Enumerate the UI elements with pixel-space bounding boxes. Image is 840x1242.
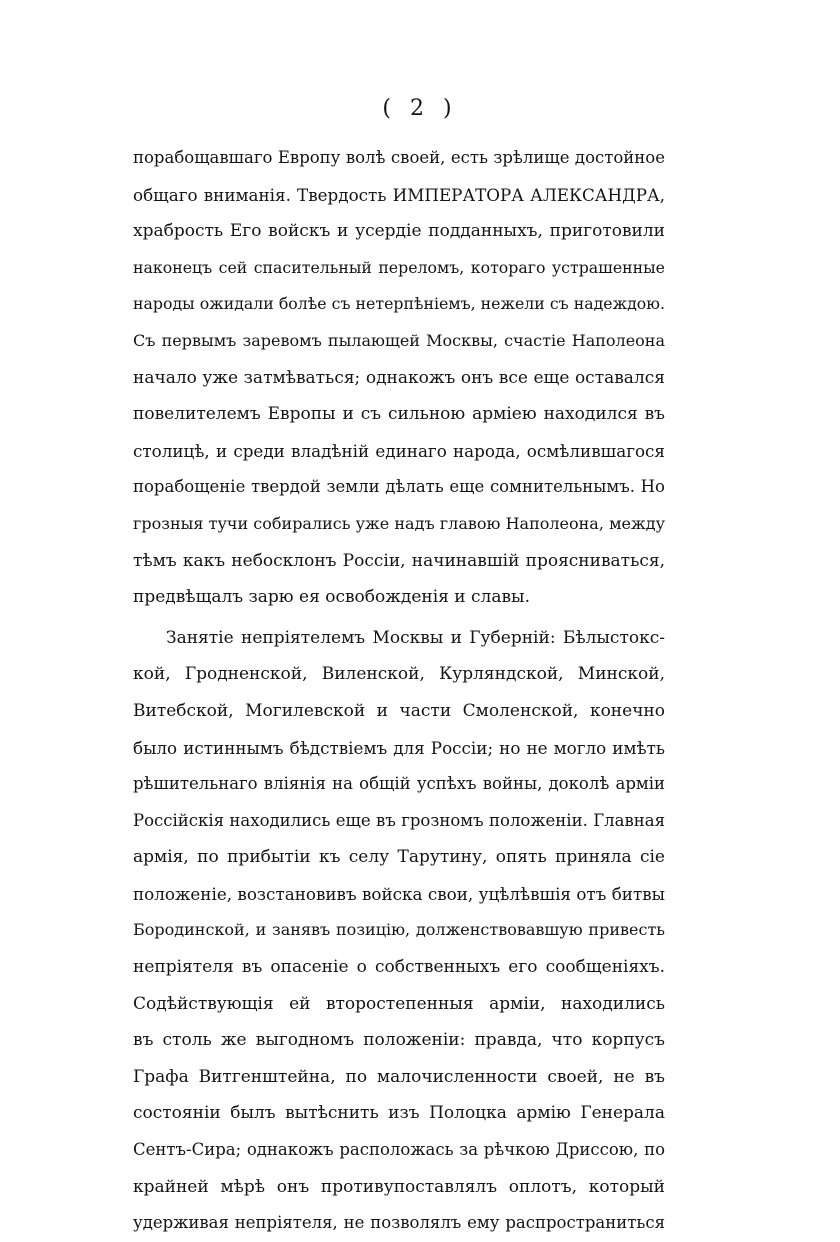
text-line: положеніе, возстановивъ войска свои, уцѣлѣвшія отъ битвы bbox=[133, 883, 665, 904]
text-line: Витебской, Могилевской и части Смоленской, конечно bbox=[133, 700, 665, 721]
page-text bbox=[133, 140, 665, 1242]
text-line: состояніи былъ вытѣснить изъ Полоцка армію Генерала bbox=[133, 1103, 665, 1124]
text-line: въ столь же выгодномъ положеніи: правда, что корпусъ bbox=[133, 1030, 665, 1051]
text-line: Занятіе непріятелемъ Москвы и Губерній: Бѣлыстокс- bbox=[166, 627, 665, 648]
text-line: тѣмъ какъ небосклонъ Россіи, начинавшій проясниваться, bbox=[133, 550, 665, 571]
text-line: храбрость Его войскъ и усердіе подданныхъ, приготовили bbox=[133, 221, 665, 242]
text-line: удерживая непріятеля, не позволялъ ему распространиться bbox=[133, 1213, 665, 1233]
text-line: начало уже затмѣваться; однакожъ онъ все еще оставался bbox=[133, 367, 665, 388]
text-line: общаго вниманія. Твердость ИМПЕРАТОРА АЛЕКСАНДРА, bbox=[133, 184, 665, 205]
text-line: наконецъ сей спасительный переломъ, котораго устрашенные bbox=[133, 257, 665, 277]
text-line: Графа Витгенштейна, по малочисленности своей, не въ bbox=[133, 1066, 665, 1087]
text-line: Сентъ-Сира; однакожъ расположась за рѣчкою Дриссою, по bbox=[133, 1140, 665, 1160]
text-line: Бородинской, и занявъ позицію, долженствовавшую привесть bbox=[133, 920, 665, 940]
text-line: порабощавшаго Европу волѣ своей, есть зрѣлище достойное bbox=[133, 148, 665, 167]
text-line: армія, по прибытіи къ селу Тарутину, опять приняла сіе bbox=[133, 847, 665, 868]
text-line: грозныя тучи собирались уже надъ главою Наполеона, между bbox=[133, 513, 665, 533]
text-line: было истиннымъ бѣдствіемъ для Россіи; но не могло имѣть bbox=[133, 737, 665, 758]
page-number: ( 2 ) bbox=[382, 96, 458, 121]
text-line: Съ первымъ заревомъ пылающей Москвы, счастіе Наполеона bbox=[133, 330, 665, 350]
text-line: кой, Гродненской, Виленской, Курляндской, Минской, bbox=[133, 664, 665, 685]
paragraph-1 bbox=[133, 140, 665, 616]
text-line: непріятеля въ опасеніе о собственныхъ его сообщеніяхъ. bbox=[133, 957, 665, 978]
text-line: рѣшительнаго вліянія на общій успѣхъ войны, доколѣ арміи bbox=[133, 774, 665, 794]
text-line: Содѣйствующія ей второстепенныя арміи, находились bbox=[133, 993, 665, 1014]
text-line: народы ожидали болѣе съ нетерпѣніемъ, нежели съ надеждою. bbox=[133, 294, 665, 314]
text-line: порабощеніе твердой земли дѣлать еще сомнительнымъ. Но bbox=[133, 477, 665, 497]
paragraph-2 bbox=[133, 620, 665, 1242]
text-line: крайней мѣрѣ онъ противупоставлялъ оплотъ, который bbox=[133, 1176, 665, 1197]
text-line: предвѣщалъ зарю ея освобожденія и славы. bbox=[133, 587, 530, 608]
text-line: повелителемъ Европы и съ сильною арміею находился въ bbox=[133, 404, 665, 425]
text-line: столицѣ, и среди владѣній единаго народа, осмѣлившагося bbox=[133, 440, 665, 461]
text-line: Россійскія находились еще въ грозномъ положеніи. Главная bbox=[133, 810, 665, 830]
